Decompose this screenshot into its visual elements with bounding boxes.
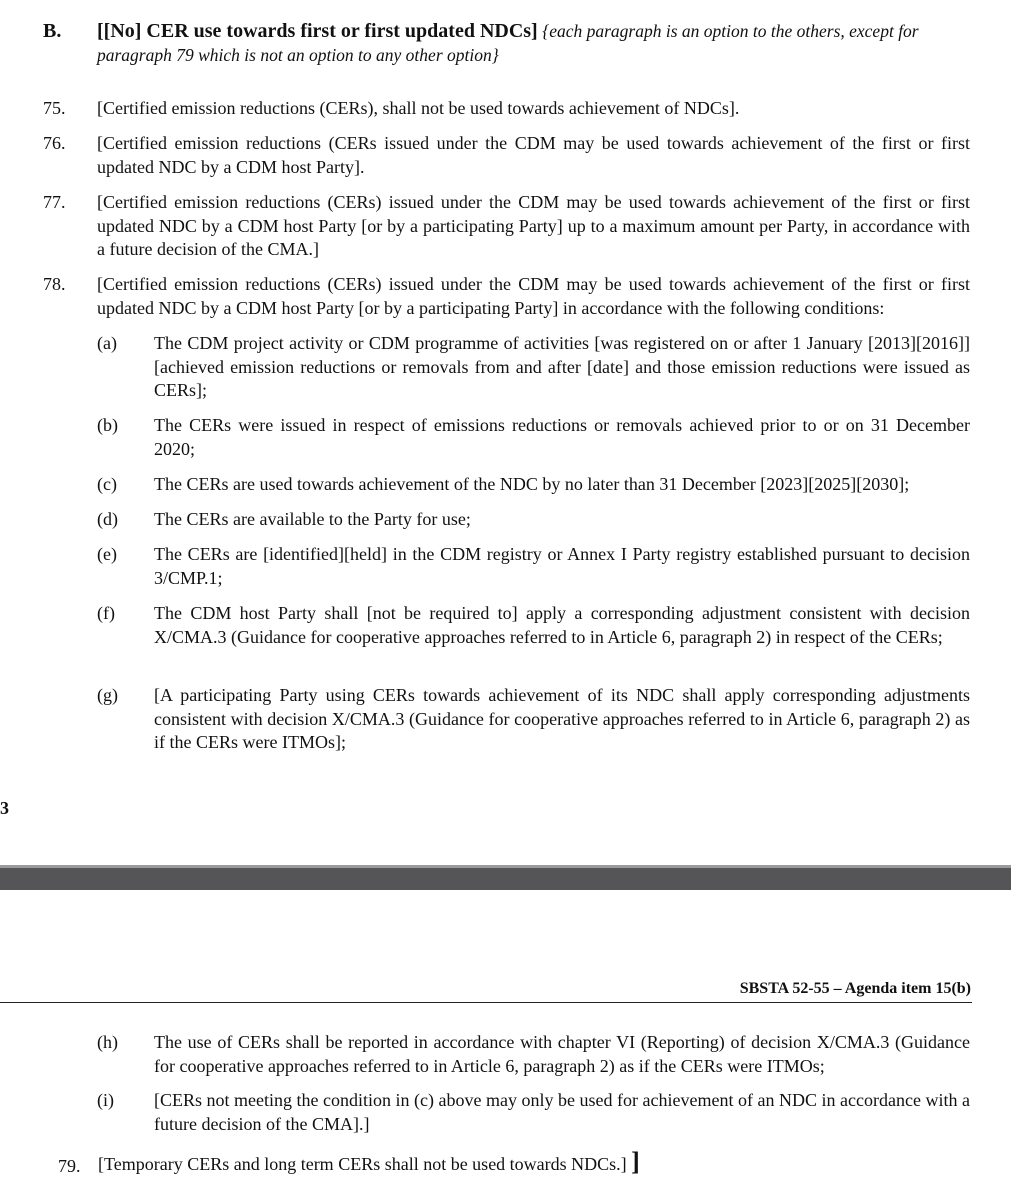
- subitem-text: [A participating Party using CERs towards achievement of its NDC shall apply corresponding adjustments consistent with decision X/CMA.3 (Guidance for cooperative approaches referred to in Article 6, paragraph 2) as if the CERs were ITMOs];: [154, 685, 970, 752]
- paragraph-text: [Certified emission reductions (CERs issued under the CDM may be used towards achievement of the first or first updated NDC by a CDM host Party].: [97, 133, 970, 177]
- page-header: SBSTA 52-55 – Agenda item 15(b): [739, 980, 971, 997]
- subitem-label: (b): [97, 415, 118, 435]
- subitem-text: The CERs are available to the Party for use;: [154, 509, 471, 529]
- paragraph-text: [Temporary CERs and long term CERs shall not be used towards NDCs.]: [98, 1154, 627, 1174]
- subitem-label: (i): [97, 1090, 114, 1110]
- subitem-text: [CERs not meeting the condition in (c) above may only be used for achievement of an NDC in accordance with a future decision of the CMA].]: [154, 1090, 970, 1134]
- subitem-label: (h): [97, 1032, 118, 1052]
- paragraph-number: 77.: [43, 192, 66, 212]
- subitem-text: The use of CERs shall be reported in accordance with chapter VI (Reporting) of decision X/CMA.3 (Guidance for cooperative approaches referred to in Article 6, paragraph 2) as if the CERs were ITMOs;: [154, 1032, 970, 1076]
- paragraph-text: [Certified emission reductions (CERs), shall not be used towards achievement of NDCs].: [97, 98, 740, 118]
- section-note: {each paragraph is an option to the others, except for paragraph 79 which is not an option to any other option}: [97, 21, 919, 65]
- paragraph-79: [98, 1147, 640, 1177]
- section-letter: B.: [43, 20, 62, 42]
- section-heading: [97, 20, 977, 67]
- paragraph-number: 76.: [43, 133, 66, 153]
- closing-bracket: ]: [631, 1147, 640, 1176]
- subitem-text: The CERs are [identified][held] in the CDM registry or Annex I Party registry established pursuant to decision 3/CMP.1;: [154, 544, 970, 588]
- paragraph-number: 75.: [43, 98, 66, 118]
- header-rule: [0, 1002, 972, 1003]
- subitem-label: (f): [97, 603, 115, 623]
- page-edge-character: 3: [0, 798, 9, 818]
- paragraph-text: [Certified emission reductions (CERs) issued under the CDM may be used towards achievement of the first or first updated NDC by a CDM host Party [or by a participating Party] up to a maximum amount per Party, in accordance with a future decision of the CMA.]: [97, 192, 970, 259]
- subitem-label: (g): [97, 685, 118, 705]
- section-title: [[No] CER use towards first or first updated NDCs]: [97, 20, 538, 42]
- paragraph-number: 78.: [43, 274, 66, 294]
- subitem-label: (e): [97, 544, 117, 564]
- page-break-bar: [0, 868, 1011, 890]
- paragraph-text: [Certified emission reductions (CERs) issued under the CDM may be used towards achievement of the first or first updated NDC by a CDM host Party [or by a participating Party] in accordance with the following conditions:: [97, 274, 970, 318]
- subitem-text: The CDM host Party shall [not be required to] apply a corresponding adjustment consistent with decision X/CMA.3 (Guidance for cooperative approaches referred to in Article 6, paragraph 2) in respect of the CERs;: [154, 603, 970, 647]
- paragraph-number: 79.: [58, 1156, 81, 1176]
- subitem-label: (c): [97, 474, 117, 494]
- subitem-text: The CERs were issued in respect of emissions reductions or removals achieved prior to or on 31 December 2020;: [154, 415, 970, 459]
- subitem-label: (a): [97, 333, 117, 353]
- subitem-text: The CDM project activity or CDM programme of activities [was registered on or after 1 January [2013][2016]] [achieved emission reductions or removals from and after [date] and those emission reductions were issued as CERs];: [154, 333, 970, 400]
- subitem-text: The CERs are used towards achievement of the NDC by no later than 31 December [2023][2025][2030];: [154, 474, 910, 494]
- subitem-label: (d): [97, 509, 118, 529]
